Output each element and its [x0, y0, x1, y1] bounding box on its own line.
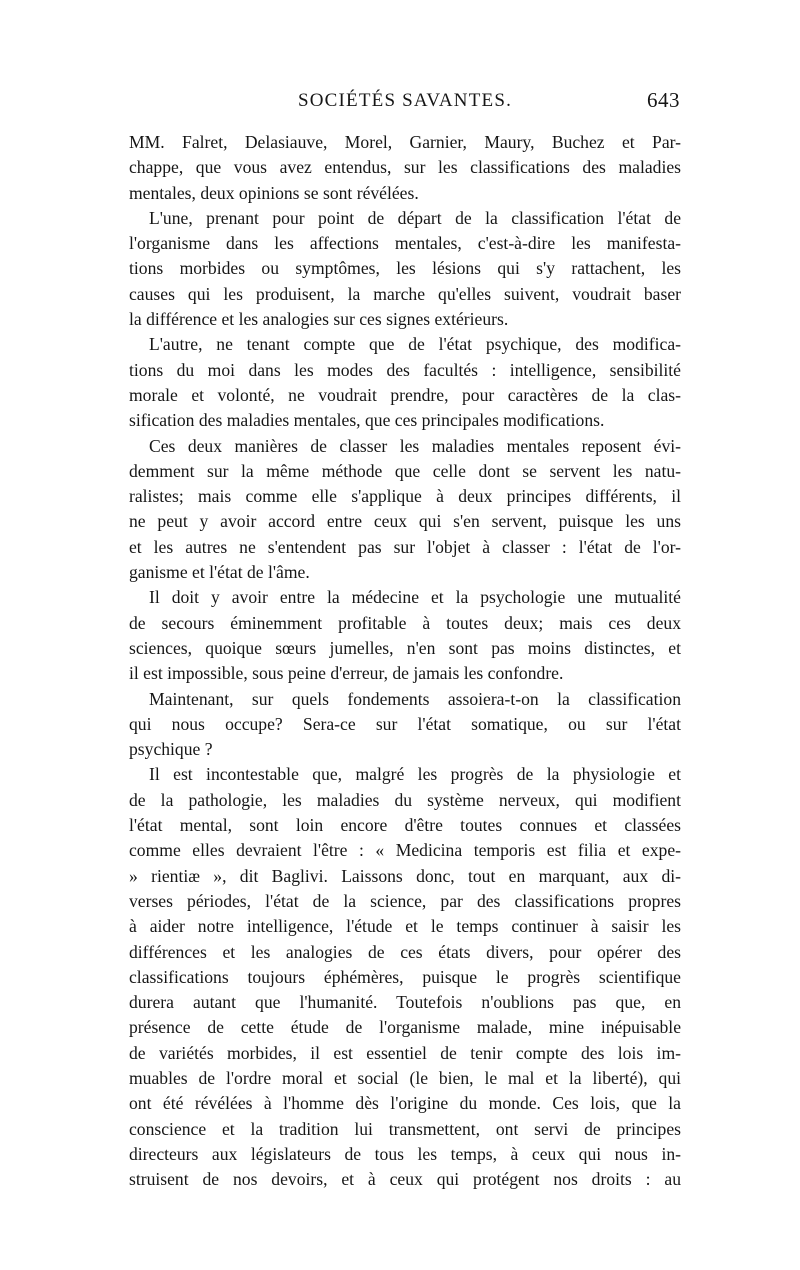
text-line: Il est incontestable que, malgré les progrès de la physiologie et — [149, 764, 681, 785]
text-line: différences et les analogies de ces états divers, pour opérer des — [129, 941, 681, 962]
text-line: de secours éminemment profitable à toutes deux; mais ces deux — [129, 612, 681, 633]
text-line: ralistes; mais comme elle s'applique à deux principes différents, il — [129, 486, 681, 507]
text-line: ne peut y avoir accord entre ceux qui s'en servent, puisque les uns — [129, 511, 681, 532]
text-line: muables de l'ordre moral et social (le bien, le mal et la liberté), qui — [129, 1067, 681, 1088]
text-line: morale et volonté, ne voudrait prendre, pour caractères de la clas- — [129, 384, 681, 405]
text-line: l'état mental, sont loin encore d'être toutes connues et classées — [129, 815, 681, 836]
text-line: ganisme et l'état de l'âme. — [129, 562, 310, 583]
running-title: SOCIÉTÉS SAVANTES. — [297, 90, 513, 111]
text-line: MM. Falret, Delasiauve, Morel, Garnier, Maury, Buchez et Par- — [129, 132, 681, 152]
text-line: L'une, prenant pour point de départ de la classification l'état de — [149, 207, 681, 228]
text-line: L'autre, ne tenant compte que de l'état psychique, des modifica- — [149, 334, 681, 355]
text-line: Ces deux manières de classer les maladies mentales reposent évi- — [149, 435, 681, 456]
text-line: demment sur la même méthode que celle dont se servent les natu- — [129, 460, 681, 481]
text-line: chappe, que vous avez entendus, sur les classifications des maladies — [129, 157, 681, 178]
page-number: 643 — [647, 88, 680, 112]
text-line: sification des maladies mentales, que ces principales modifications. — [129, 410, 605, 431]
text-line: causes qui les produisent, la marche qu'elles suivent, voudrait baser — [129, 283, 681, 304]
text-line: verses périodes, l'état de la science, par des classifications propres — [129, 890, 681, 911]
text-line: tions morbides ou symptômes, les lésions qui s'y rattachent, les — [129, 258, 681, 279]
text-line: de variétés morbides, il est essentiel de tenir compte des lois im- — [129, 1042, 681, 1063]
text-line: qui nous occupe? Sera-ce sur l'état somatique, ou sur l'état — [129, 713, 681, 734]
text-line: sciences, quoique sœurs jumelles, n'en sont pas moins distinctes, et — [129, 637, 681, 658]
text-line: l'organisme dans les affections mentales, c'est-à-dire les manifesta- — [129, 233, 681, 254]
text-line: ont été révélées à l'homme dès l'origine du monde. Ces lois, que la — [129, 1093, 681, 1114]
body-text — [129, 130, 681, 1192]
text-line: directeurs aux législateurs de tous les temps, à ceux qui nous in- — [129, 1143, 681, 1164]
text-line: tions du moi dans les modes des facultés : intelligence, sensibilité — [129, 359, 681, 380]
text-line: mentales, deux opinions se sont révélées. — [129, 182, 419, 203]
text-line: à aider notre intelligence, l'étude et le temps continuer à saisir les — [129, 916, 681, 937]
text-line: comme elles devraient l'être : « Medicina temporis est filia et expe- — [129, 840, 681, 861]
text-line: de la pathologie, les maladies du système nerveux, qui modifient — [129, 789, 681, 810]
running-header — [130, 90, 680, 120]
text-line: Il doit y avoir entre la médecine et la psychologie une mutualité — [149, 587, 681, 608]
text-line: la différence et les analogies sur ces signes extérieurs. — [129, 309, 509, 330]
text-line: et les autres ne s'entendent pas sur l'objet à classer : l'état de l'or- — [129, 536, 681, 557]
text-line: conscience et la tradition lui transmettent, ont servi de principes — [129, 1118, 681, 1139]
text-line: Maintenant, sur quels fondements assoiera-t-on la classification — [149, 688, 681, 709]
text-line: classifications toujours éphémères, puisque le progrès scientifique — [129, 966, 681, 987]
text-line: psychique ? — [129, 739, 213, 760]
text-line: il est impossible, sous peine d'erreur, de jamais les confondre. — [129, 663, 564, 684]
text-line: » rientiæ », dit Baglivi. Laissons donc, tout en marquant, aux di- — [129, 865, 681, 886]
text-line: durera autant que l'humanité. Toutefois n'oublions pas que, en — [129, 992, 681, 1013]
text-line: présence de cette étude de l'organisme malade, mine inépuisable — [129, 1017, 681, 1038]
text-line: struisent de nos devoirs, et à ceux qui protégent nos droits : au — [129, 1169, 681, 1190]
